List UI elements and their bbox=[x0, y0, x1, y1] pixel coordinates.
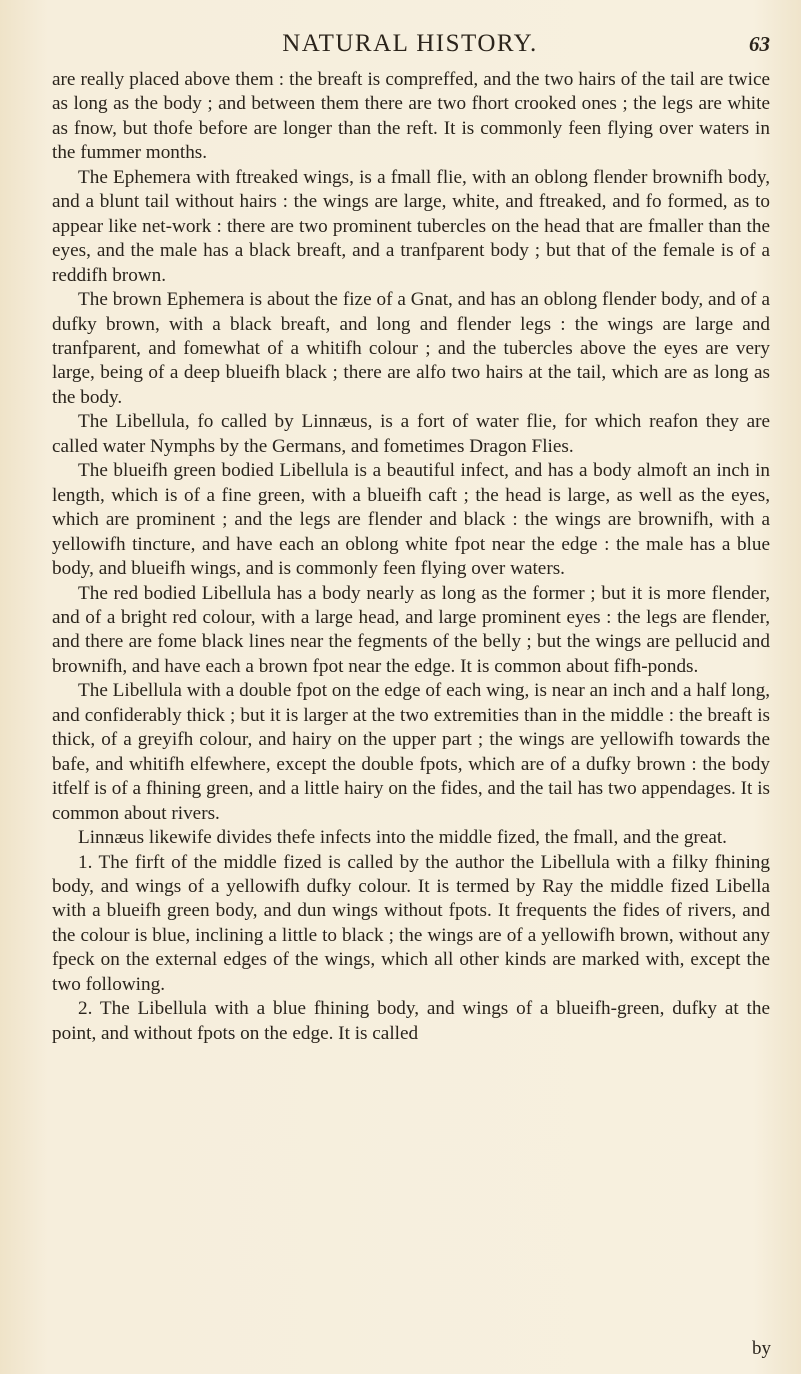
paragraph: The blueifh green bodied Libellula is a beautiful infect, and has a body almoft an inch in length, which is of a fine green, with a blueifh caft ; the head is large, as well as the eyes, which are prominent ; and the legs are flender and black : the wings are brownifh, with a yellowifh tincture, and have each an oblong white fpot near the edge : the male has a blue body, and blueifh wings, and is commonly feen flying over waters. bbox=[52, 460, 770, 580]
paragraph: The Libellula, fo called by Linnæus, is a fort of water flie, for which reafon they are called water Nymphs by the Germans, and fometimes Dragon Flies. bbox=[52, 411, 770, 457]
paragraph: The Ephemera with ftreaked wings, is a fmall flie, with an oblong flender brownifh body, and a blunt tail without hairs : the wings are large, white, and ftreaked, and fo formed, as to appear like net-work : there are two prominent tubercles on the head that are fmaller than the eyes, and the male has a black breaft, and a tranfparent body ; but that of the female is of a reddifh brown. bbox=[52, 166, 770, 286]
paragraph: The brown Ephemera is about the fize of a Gnat, and has an oblong flender body, and of a dufky brown, with a black breaft, and long and flender legs : the wings are large and tranfparent, and fomewhat of a whitifh colour ; and the tubercles above the eyes are very large, being of a deep blueifh black ; there are alfo two hairs at the tail, which are as long as the body. bbox=[52, 289, 770, 408]
paragraph: 2. The Libellula with a blue fhining body, and wings of a blueifh-green, dufky at the point, and without fpots on the edge. It is called bbox=[52, 998, 770, 1044]
page-number: 63 bbox=[749, 32, 770, 56]
catchword: by bbox=[752, 1338, 771, 1359]
page-header bbox=[50, 30, 770, 64]
paragraph: The Libellula with a double fpot on the edge of each wing, is near an inch and a half long, and confiderably thick ; but it is larger at the two extremities than in the middle : the breaft is thick, of a greyifh colour, and hairy on the upper part ; the wings are yellowifh towards the bafe, and whitifh elfewhere, except the double fpots, which are of a dufky brown : the body itfelf is of a fhining green, and a little hairy on the fides, and the tail has two appendages. It is common about rivers. bbox=[52, 680, 770, 824]
paragraph: Linnæus likewife divides thefe infects into the middle fized, the fmall, and the great. bbox=[78, 827, 727, 849]
paragraph: The red bodied Libellula has a body nearly as long as the former ; but it is more flender, and of a bright red colour, with a large head, and large prominent eyes : the legs are flender, and there are fome black lines near the fegments of the belly ; but the wings are pellucid and brownifh, and have each a brown fpot near the edge. It is common about fifh-ponds. bbox=[52, 582, 770, 677]
running-head: NATURAL HISTORY. bbox=[282, 30, 538, 57]
paragraph: are really placed above them : the breaft is compreffed, and the two hairs of the tail are twice as long as the body ; and between them there are two fhort crooked ones ; the legs are white as fnow, but thofe before are longer than the reft. It is commonly feen flying over waters in the fummer months. bbox=[52, 69, 770, 164]
paragraph: 1. The firft of the middle fized is called by the author the Libellula with a filky fhining body, and wings of a yellowifh dufky colour. It is termed by Ray the middle fized Libella with a blueifh green body, and dun wings without fpots. It frequents the fides of rivers, and the colour is blue, inclining a little to black ; the wings are of a yellowifh brown, without any fpeck on the external edges of the wings, which all other kinds are marked with, except the two following. bbox=[52, 851, 770, 995]
body-text bbox=[52, 68, 770, 1046]
